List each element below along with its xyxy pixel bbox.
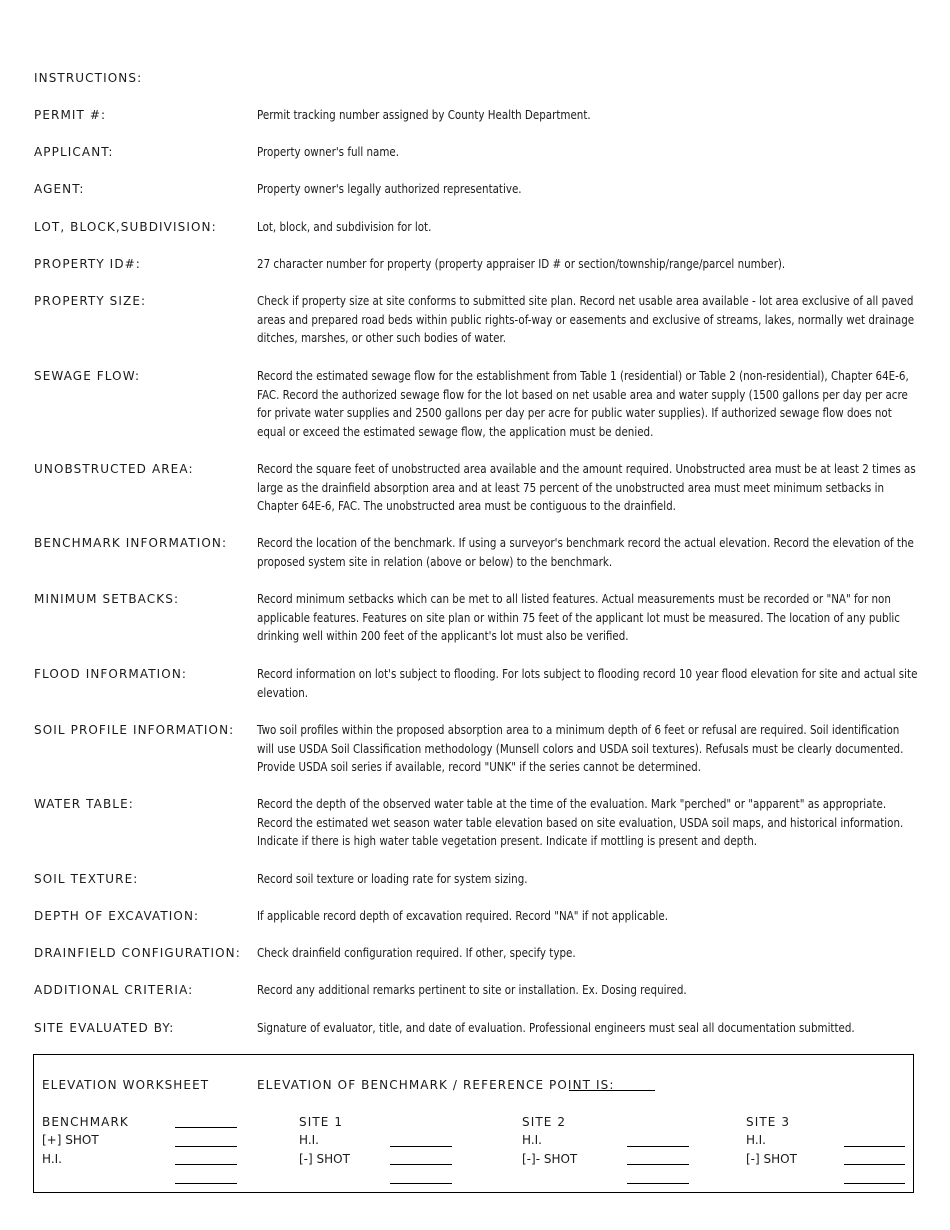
row-description: Record soil texture or loading rate for system sizing. — [257, 872, 528, 886]
row-label: UNOBSTRUCTED AREA: — [34, 462, 194, 476]
instructions-heading: INSTRUCTIONS: — [34, 71, 143, 85]
row-description: If applicable record depth of excavation required. Record "NA" if not applicable. — [257, 909, 668, 923]
benchmark-plus-shot-field[interactable] — [175, 1146, 237, 1147]
benchmark-plus-shot-label: [+] SHOT — [42, 1133, 99, 1147]
site2-minus-shot-label: [-]- SHOT — [522, 1152, 578, 1166]
site3-heading: SITE 3 — [746, 1115, 791, 1129]
site3-minus-shot-label: [-] SHOT — [746, 1152, 797, 1166]
row-description: Record information on lot's subject to flooding. For lots subject to flooding record 10 year flood elevation for site and actual site elevation. — [257, 667, 918, 700]
row-label: APPLICANT: — [34, 145, 114, 159]
site1-minus-shot-field[interactable] — [390, 1164, 452, 1165]
row-description: Signature of evaluator, title, and date of evaluation. Professional engineers must seal all documentation submitted. — [257, 1021, 855, 1035]
row-label: ADDITIONAL CRITERIA: — [34, 983, 194, 997]
benchmark-extra-field[interactable] — [175, 1183, 237, 1184]
site1-elevation-field[interactable] — [390, 1183, 452, 1184]
benchmark-elevation-prompt: ELEVATION OF BENCHMARK / REFERENCE POINT IS: — [257, 1078, 615, 1092]
row-description: Record the square feet of unobstructed area available and the amount required. Unobstructed area must be at least 2 times as large as the drainfield absorption area and at least 75 percent of the unobstructed area must meet minimum setbacks in Chapter 64E-6, FAC. The unobstructed area must be contiguous to the drainfield. — [257, 462, 916, 514]
site1-heading: SITE 1 — [299, 1115, 344, 1129]
benchmark-hi-field[interactable] — [175, 1164, 237, 1165]
site2-hi-field[interactable] — [627, 1146, 689, 1147]
worksheet-title: ELEVATION WORKSHEET — [42, 1078, 210, 1092]
site2-elevation-field[interactable] — [627, 1183, 689, 1184]
row-label: SITE EVALUATED BY: — [34, 1021, 175, 1035]
row-label: WATER TABLE: — [34, 797, 134, 811]
row-label: MINIMUM SETBACKS: — [34, 592, 180, 606]
row-label: BENCHMARK INFORMATION: — [34, 536, 228, 550]
row-label: SOIL PROFILE INFORMATION: — [34, 723, 235, 737]
benchmark-elevation-field[interactable] — [569, 1090, 655, 1091]
row-label: PERMIT #: — [34, 108, 107, 122]
row-label: DRAINFIELD CONFIGURATION: — [34, 946, 241, 960]
site1-hi-label: H.I. — [299, 1133, 319, 1147]
row-description: Permit tracking number assigned by County Health Department. — [257, 108, 591, 122]
row-label: PROPERTY ID#: — [34, 257, 141, 271]
row-description: Record any additional remarks pertinent to site or installation. Ex. Dosing required. — [257, 983, 687, 997]
row-description: Two soil profiles within the proposed absorption area to a minimum depth of 6 feet or refusal are required. Soil identification will use USDA Soil Classification methodology (Munsell colors and USDA soil textures). Refusals must be clearly documented. Provide USDA soil series if available, record "UNK" if the series cannot be determined. — [257, 723, 904, 775]
row-description: Property owner's legally authorized representative. — [257, 182, 522, 196]
row-label: DEPTH OF EXCAVATION: — [34, 909, 200, 923]
row-label: SEWAGE FLOW: — [34, 369, 141, 383]
row-description: Property owner's full name. — [257, 145, 400, 159]
site3-hi-field[interactable] — [844, 1146, 905, 1147]
site3-minus-shot-field[interactable] — [844, 1164, 905, 1165]
row-description: 27 character number for property (property appraiser ID # or section/township/range/parcel number). — [257, 257, 786, 271]
row-description: Lot, block, and subdivision for lot. — [257, 220, 432, 234]
site1-hi-field[interactable] — [390, 1146, 452, 1147]
row-description: Record minimum setbacks which can be met to all listed features. Actual measurements must be recorded or "NA" for non applicable features. Features on site plan or within 75 feet of the applicant lot must be measured. The location of any public drinking well within 200 feet of the applicant's lot must also be verified. — [257, 592, 900, 644]
elevation-worksheet — [33, 1054, 914, 1193]
row-description: Check drainfield configuration required. If other, specify type. — [257, 946, 576, 960]
row-label: FLOOD INFORMATION: — [34, 667, 188, 681]
site3-hi-label: H.I. — [746, 1133, 766, 1147]
benchmark-hi-label: H.I. — [42, 1152, 62, 1166]
row-label: PROPERTY SIZE: — [34, 294, 147, 308]
site2-hi-label: H.I. — [522, 1133, 542, 1147]
site1-minus-shot-label: [-] SHOT — [299, 1152, 350, 1166]
row-description: Check if property size at site conforms to submitted site plan. Record net usable area available - lot area exclusive of all paved areas and prepared road beds within public rights-of-way or easements and exclusive of streams, lakes, normally wet drainage ditches, marshes, or other such bodies of water. — [257, 294, 915, 346]
site2-minus-shot-field[interactable] — [627, 1164, 689, 1165]
site2-heading: SITE 2 — [522, 1115, 567, 1129]
benchmark-field[interactable] — [175, 1127, 237, 1128]
row-label: AGENT: — [34, 182, 85, 196]
row-label: LOT, BLOCK,SUBDIVISION: — [34, 220, 217, 234]
benchmark-heading: BENCHMARK — [42, 1115, 129, 1129]
row-description: Record the depth of the observed water table at the time of the evaluation. Mark "perched" or "apparent" as appropriate. Record the estimated wet season water table elevation based on site evaluation, USDA soil maps, and historical information. Indicate if there is high water table vegetation present. Indicate if mottling is present and depth. — [257, 797, 904, 849]
row-description: Record the estimated sewage flow for the establishment from Table 1 (residential) or Table 2 (non-residential), Chapter 64E-6, FAC. Record the authorized sewage flow for the lot based on net usable area and water supply (1500 gallons per day per acre for private water supplies and 2500 gallons per day per acre for public water supplies). If authorized sewage flow does not equal or exceed the estimated sewage flow, the application must be denied. — [257, 369, 909, 439]
row-label: SOIL TEXTURE: — [34, 872, 139, 886]
site3-elevation-field[interactable] — [844, 1183, 905, 1184]
row-description: Record the location of the benchmark. If using a surveyor's benchmark record the actual elevation. Record the elevation of the proposed system site in relation (above or below) to the benchmark. — [257, 536, 914, 569]
